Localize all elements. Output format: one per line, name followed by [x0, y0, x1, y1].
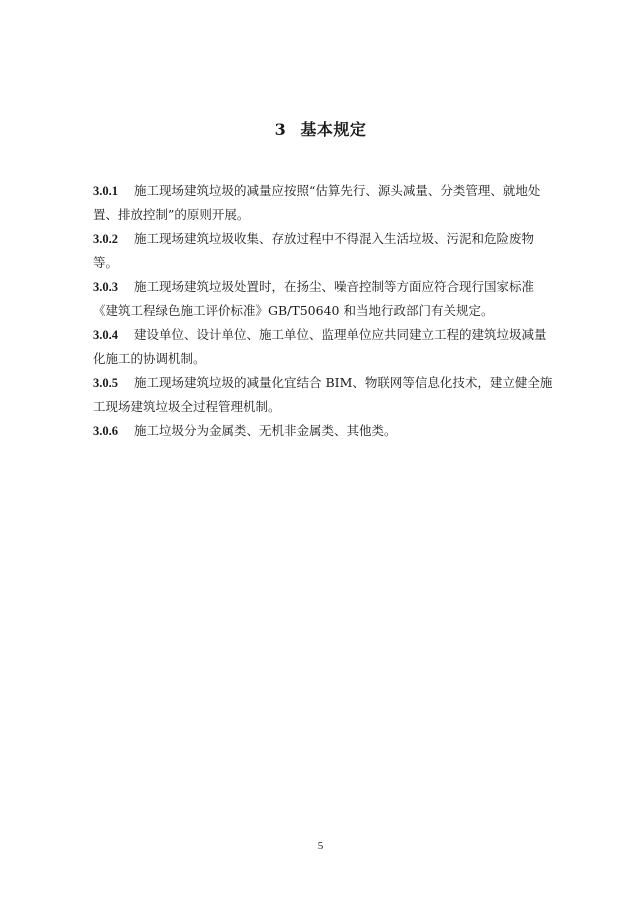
clause-number: 3.0.4 — [93, 328, 118, 342]
clause-3-0-1 — [93, 179, 555, 227]
clause-3-0-4 — [93, 323, 555, 371]
clause-text: 施工现场建筑垃圾收集、存放过程中不得混入生活垃圾、污泥和危险废物等。 — [93, 231, 535, 270]
clause-number: 3.0.6 — [93, 424, 118, 438]
clause-text: 施工现场建筑垃圾的减量化宜结合 BIM、物联网等信息化技术，建立健全施工现场建筑垃圾全过程管理机制。 — [93, 375, 553, 414]
clause-text: 施工现场建筑垃圾处置时，在扬尘、噪音控制等方面应符合现行国家标准《建筑工程绿色施工评价标准》GB/T50640 和当地行政部门有关规定。 — [93, 279, 535, 318]
clause-text: 建设单位、设计单位、施工单位、监理单位应共同建立工程的建筑垃圾减量化施工的协调机制。 — [93, 327, 547, 366]
clause-number: 3.0.1 — [93, 184, 118, 198]
clause-3-0-2 — [93, 227, 555, 275]
clause-number: 3.0.5 — [93, 376, 118, 390]
clause-3-0-6 — [93, 419, 555, 443]
chapter-title-text: 基本规定 — [300, 120, 367, 139]
clause-3-0-3 — [93, 275, 555, 323]
chapter-title — [0, 117, 641, 140]
clause-text: 施工现场建筑垃圾的减量应按照“估算先行、源头减量、分类管理、就地处置、排放控制”的原则开展。 — [93, 183, 541, 222]
chapter-number: 3 — [274, 120, 287, 139]
clause-3-0-5 — [93, 371, 555, 419]
clause-text: 施工垃圾分为金属类、无机非金属类、其他类。 — [134, 423, 397, 438]
clause-list — [93, 179, 555, 443]
clause-number: 3.0.3 — [93, 280, 118, 294]
clause-number: 3.0.2 — [93, 232, 118, 246]
page-number: 5 — [317, 840, 324, 852]
